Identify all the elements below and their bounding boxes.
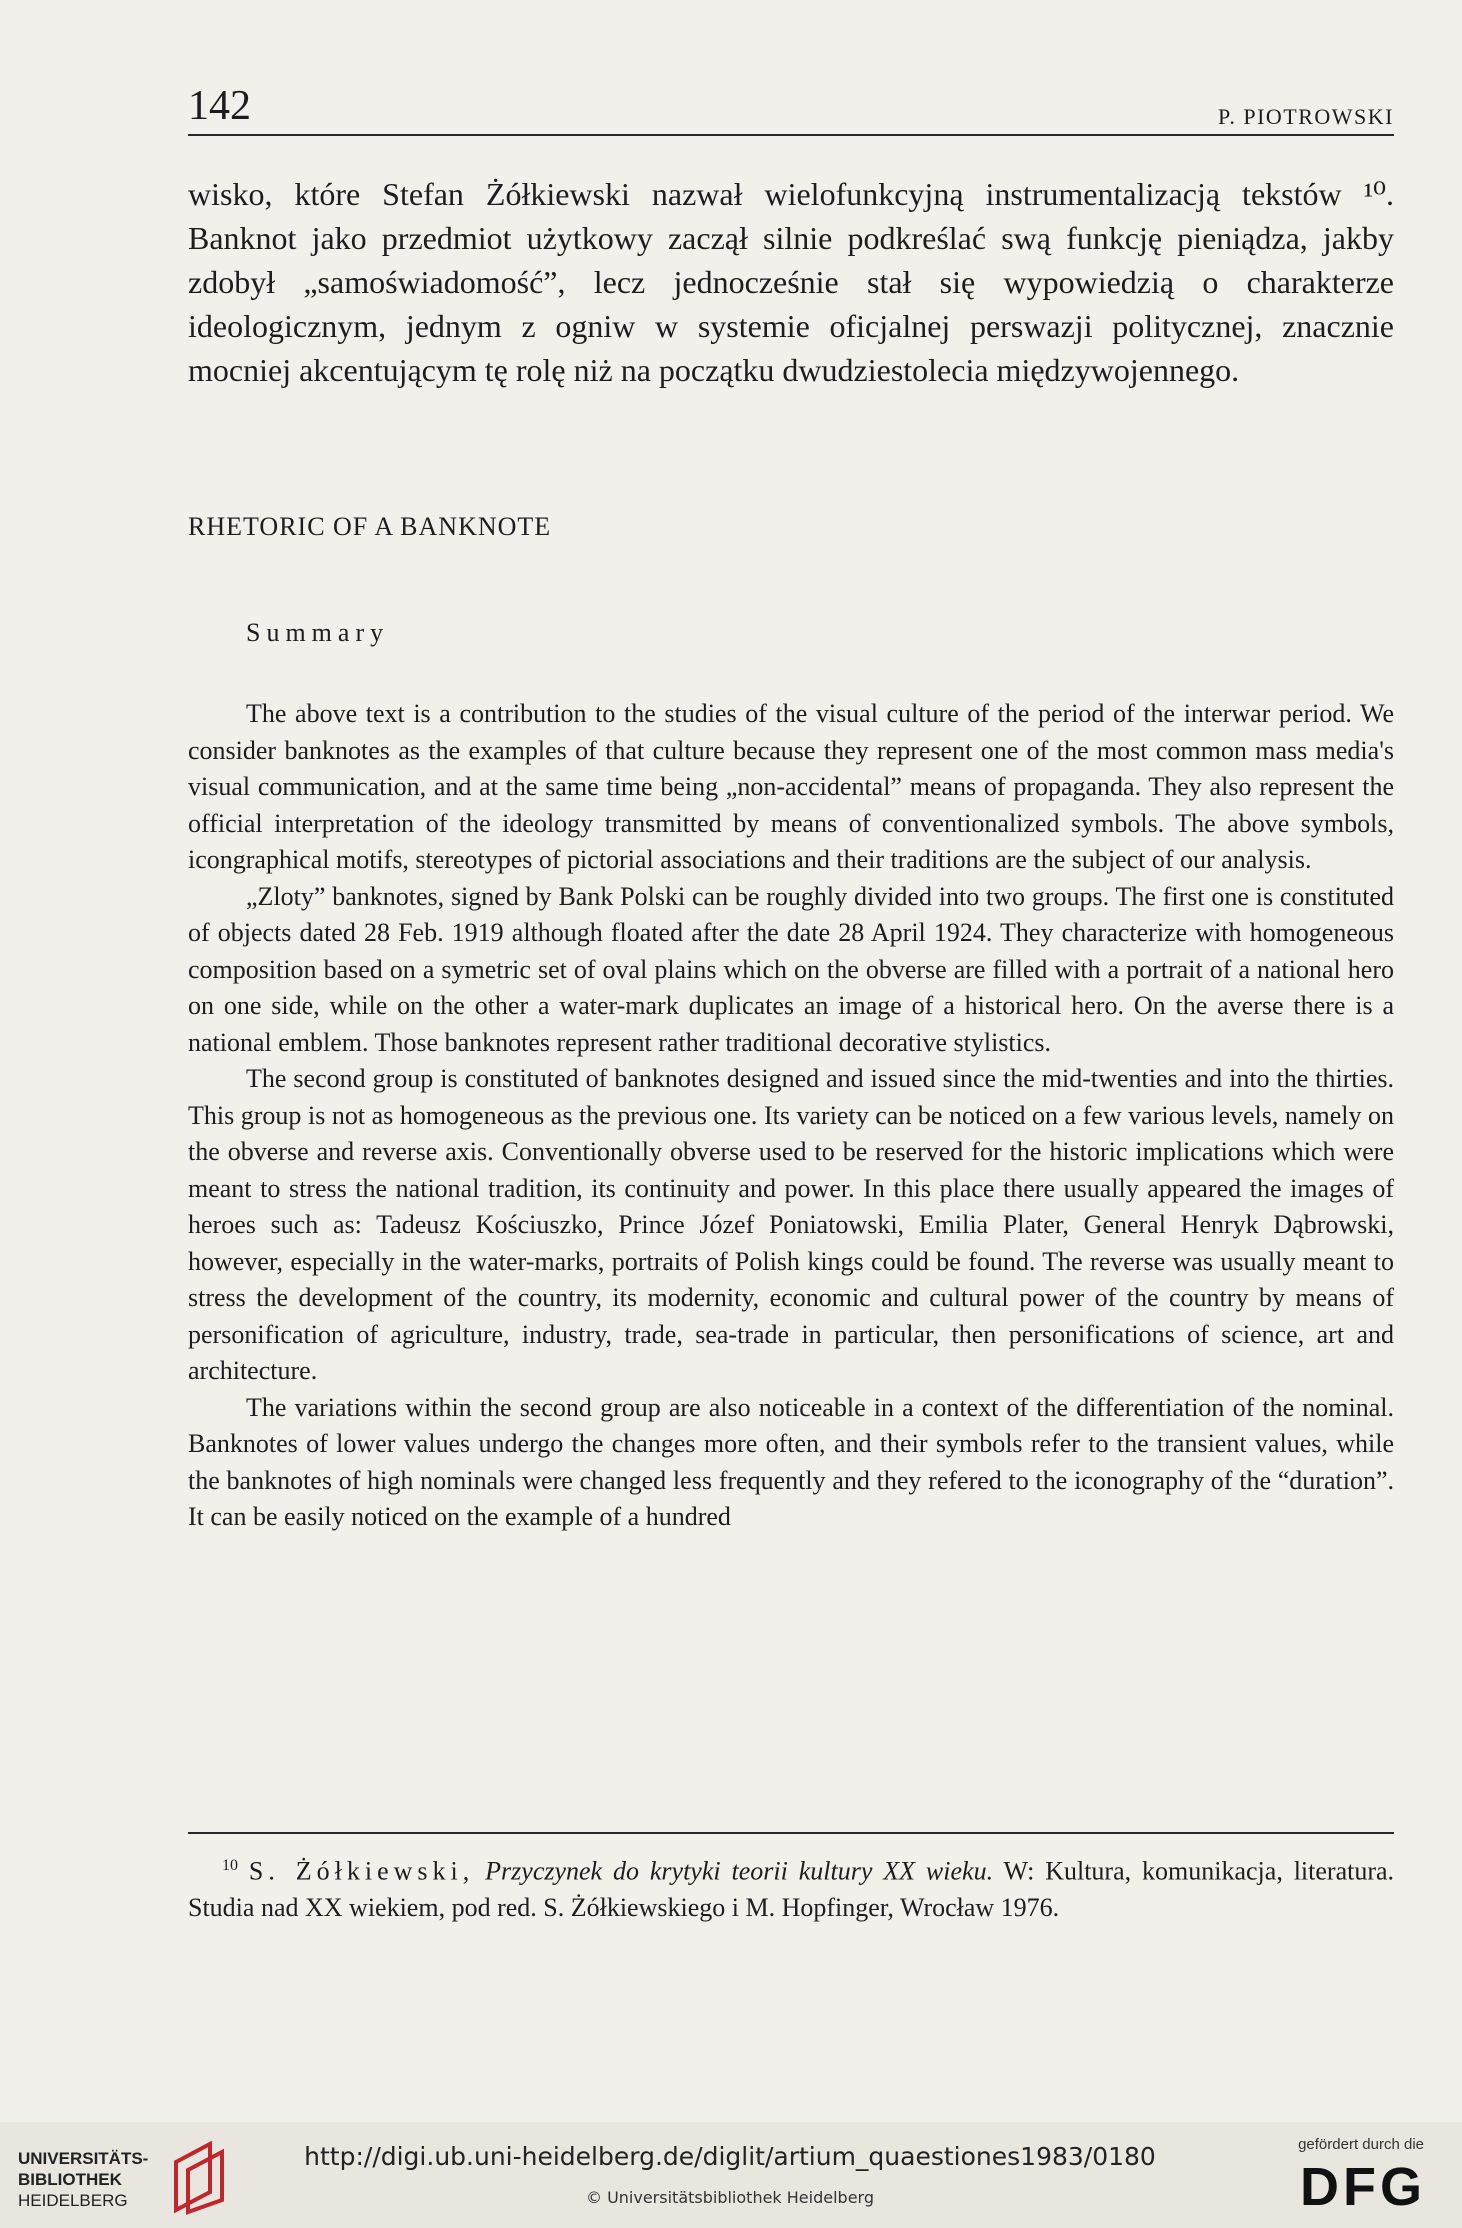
footnote-rest: W: Kultura, komunikacja, literatura. Studia nad XX wiekiem, pod red. S. Żółkiewskiego i M. Hopfinger, Wrocław 1976.: [188, 1856, 1395, 1922]
summary-paragraph: The second group is constituted of banknotes designed and issued since the mid-twenties and into the thirties. This group is not as homogeneous as the previous one. Its variety can be noticed on a few various levels, namely on the obverse and reverse axis. Conventionally obverse used to be reserved for the historic implications which were meant to stress the national tradition, its continuity and power. In this place there usually appeared the images of heroes such as: Tadeusz Kościuszko, Prince Józef Poniatowski, Emilia Plater, General Henryk Dąbrowski, however, especially in the water-marks, portraits of Polish kings could be found. The reverse was usually meant to stress the development of the country, its modernity, economic and cultural power of the country by means of personification of agriculture, industry, trade, sea-trade in particular, then personifications of science, art and architecture.: [188, 1064, 1394, 1385]
footnote-author: S. Żółkiewski,: [248, 1856, 475, 1886]
footnote: [188, 1848, 1394, 1926]
dfg-logo[interactable]: DFG: [1300, 2157, 1426, 2217]
summary-text: [188, 696, 1394, 1536]
body-paragraph: wisko, które Stefan Żółkiewski nazwał wielofunkcyjną instrumentalizacją tekstów ¹⁰. Banknot jako przedmiot użytkowy zaczął silnie podkreślać swą funkcję pieniądza, jakby zdobył „samoświadomość”, lecz jednocześnie stał się wypowiedzią o charakterze ideologicznym, jednym z ogniw w systemie oficjalnej perswazji politycznej, znacznie mocniej akcentującym tę rolę niż na początku dwudziestolecia międzywojennego.: [188, 176, 1394, 388]
library-logo[interactable]: [18, 2140, 238, 2220]
running-head: P. PIOTROWSKI: [1218, 104, 1394, 129]
footnote-marker: 10: [222, 1857, 238, 1874]
viewer-footer: [0, 2122, 1462, 2228]
library-name-line: HEIDELBERG: [18, 2191, 128, 2210]
library-name: [18, 2148, 148, 2211]
section-title: RHETORIC OF A BANKNOTE: [188, 512, 552, 541]
library-name-line: BIBLIOTHEK: [18, 2170, 122, 2189]
sponsor-label: gefördert durch die: [1298, 2136, 1424, 2153]
library-name-line: UNIVERSITÄTS-: [18, 2149, 149, 2168]
summary-paragraph: „Zloty” banknotes, signed by Bank Polski can be roughly divided into two groups. The first one is constituted of objects dated 28 Feb. 1919 although floated after the date 28 April 1924. They characterize with homogeneous composition based on a symetric set of oval plains which on the obverse are filled with a portrait of a national hero on one side, while on the other a water-mark duplicates an image of a historical hero. On the averse there is a national emblem. Those banknotes represent rather traditional decorative stylistics.: [188, 881, 1394, 1057]
summary-heading: Summary: [246, 618, 390, 647]
footnote-divider: [188, 1832, 1394, 1834]
summary-paragraph: The variations within the second group are also noticeable in a context of the differentiation of the nominal. Banknotes of lower values undergo the changes more often, and their symbols refer to the transient values, while the banknotes of high nominals were changed less frequently and they refered to the iconography of the “duration”. It can be easily noticed on the example of a hundred: [188, 1392, 1394, 1531]
permalink-url[interactable]: http://digi.ub.uni-heidelberg.de/diglit/artium_quaestiones1983/0180: [304, 2142, 1156, 2171]
summary-paragraph: The above text is a contribution to the studies of the visual culture of the period of the interwar period. We consider banknotes as the examples of that culture because they represent one of the most common mass media's visual communication, and at the same time being „non-accidental” means of propaganda. They also represent the official interpretation of the ideology transmitted by means of conventionalized symbols. The above symbols, icongraphical motifs, stereotypes of pictorial associations and their traditions are the subject of our analysis.: [188, 699, 1394, 874]
copyright-notice: © Universitätsbibliothek Heidelberg: [585, 2188, 874, 2207]
library-emblem-icon: [170, 2140, 234, 2216]
footnote-title: Przyczynek do krytyki teorii kultury XX wieku.: [485, 1856, 994, 1886]
page-number: 142: [188, 83, 251, 129]
page-header: [188, 78, 1394, 136]
